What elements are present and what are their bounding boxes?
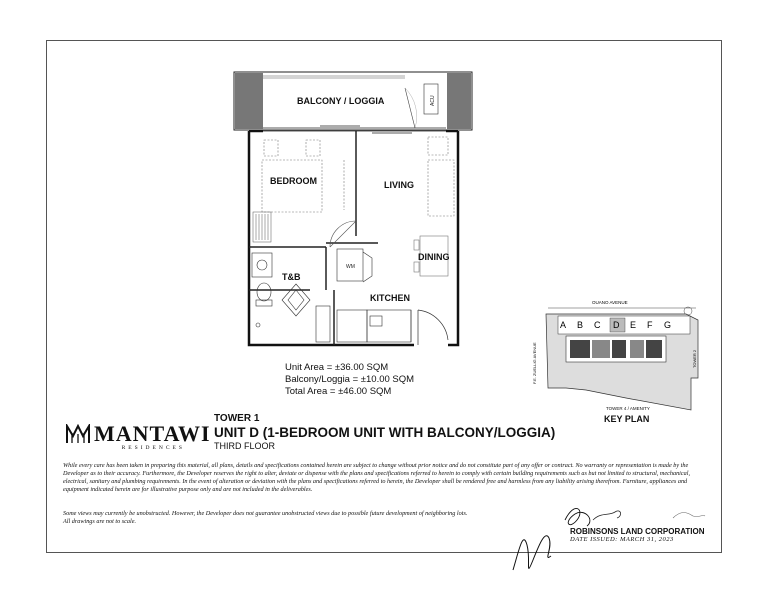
room-label-balcony: BALCONY / LOGGIA: [297, 96, 385, 106]
unit-area: Unit Area = ±36.00 SQM: [285, 362, 389, 373]
tower4-label: TOWER 4 / AMENITY: [606, 406, 650, 411]
exterior-walls: [249, 131, 458, 345]
date-issued: DATE ISSUED: MARCH 31, 2023: [570, 536, 674, 543]
key-unit-f: F: [647, 320, 653, 330]
room-label-kitchen: KITCHEN: [370, 293, 410, 303]
interior-walls: [249, 131, 378, 345]
disclaimer-views: [63, 510, 523, 526]
area-summary: [285, 362, 414, 398]
mantawi-logo-icon: [66, 424, 90, 444]
balcony-area-text: Balcony/Loggia = ±10.00 SQM: [285, 374, 415, 385]
street-top: OUANO AVENUE: [592, 300, 628, 305]
room-label-bedroom: BEDROOM: [270, 176, 317, 186]
street-left: F.E. ZUELLIG AVENUE: [532, 342, 537, 384]
acu-label: ACU: [430, 95, 436, 106]
total-area: Total Area = ±46.00 SQM: [285, 386, 392, 397]
column-left: [235, 73, 263, 129]
disclaimer-main: While every care has been taken in preparing this material, all plans, details and specifications contained herein are subject to change without prior notice and do not constitute part of any offer or contract. No warranty or representation is made by the Developer as to their accuracy. Furthermore, the Developer reserves the right to alter, deviate or dispense with the plans and specifications referred to herein to comply with certain building requirements such as but not limited to structural, mechanical, electrical, sanitary and plumbing requirements. In the event of alteration or deviation with the plans and specifications referred to herein, the Developer shall be rendered free and harmless from any liability arising therefrom. Furniture, appliances and equipment indicated herein are for illustrative purpose only and are not included in the deliverables.: [63, 462, 691, 493]
key-plan-label: KEY PLAN: [604, 414, 650, 424]
corporation-name: ROBINSONS LAND CORPORATION: [570, 527, 705, 536]
key-unit-e: E: [630, 320, 637, 330]
floor-title: THIRD FLOOR: [214, 441, 276, 451]
wm-label: WM: [346, 264, 355, 270]
brand-sub: RESIDENCES: [121, 445, 185, 451]
key-unit-d: D: [613, 320, 620, 330]
key-unit-c: C: [594, 320, 601, 330]
unit-title: UNIT D (1-BEDROOM UNIT WITH BALCONY/LOGGIA): [214, 425, 556, 440]
key-unit-g: G: [664, 320, 672, 330]
brand-name: MANTAWI: [94, 421, 211, 446]
disclaimer-views-text: Some views may currently be unobstructed. However, the Developer does not guarantee unobstructed views due to possible future development of neighboring lots.: [63, 510, 468, 517]
key-unit-b: B: [577, 320, 584, 330]
room-label-tb: T&B: [282, 272, 301, 282]
disclaimer-scale-text: All drawings are not to scale.: [63, 518, 136, 525]
wardrobe: [253, 212, 271, 242]
tower2-label: TOWER 2: [692, 349, 697, 368]
tower-title: TOWER 1: [214, 413, 260, 424]
key-unit-a: A: [560, 320, 567, 330]
living-furniture: [344, 137, 454, 216]
brand-logo: [66, 421, 211, 451]
room-label-dining: DINING: [418, 252, 450, 262]
unit-titles: [214, 413, 555, 451]
column-right: [447, 73, 471, 129]
room-label-living: LIVING: [384, 180, 415, 190]
